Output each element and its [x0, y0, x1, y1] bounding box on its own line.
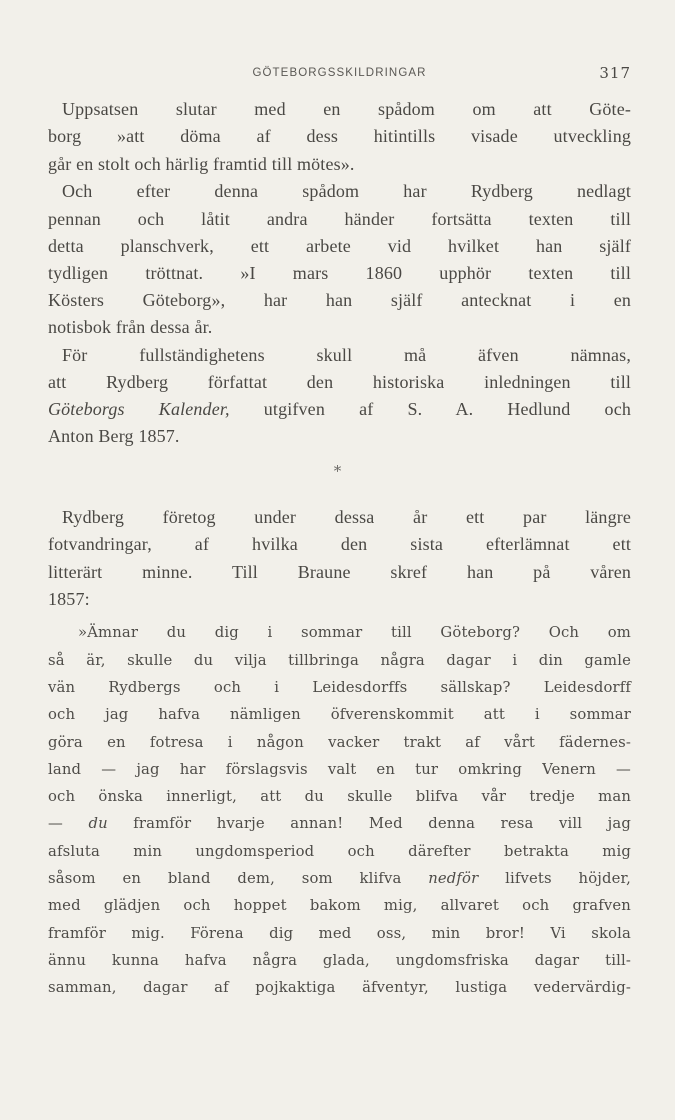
- text-span: framför hvarje annan! Med denna resa vill jag: [107, 815, 631, 832]
- text-line: Och efter denna spådom har Rydberg nedlagt: [62, 181, 631, 201]
- quote-line: framför mig. Förena dig med oss, min bror! Vi skola: [48, 925, 631, 942]
- text-line: går en stolt och härlig framtid till mötes».: [48, 154, 355, 174]
- text-line: [48, 400, 631, 418]
- running-head: [48, 64, 631, 87]
- quote-line: afsluta min ungdomsperiod och därefter betrakta mig: [48, 843, 631, 860]
- text-line: borg »att döma af dess hitintills visade utveckling: [48, 126, 631, 146]
- text-line: Kösters Göteborg», har han själf antecknat i en: [48, 290, 631, 310]
- italic-word: du: [88, 815, 108, 832]
- quote-line: så är, skulle du vilja tillbringa några dagar i din gamle: [48, 652, 631, 669]
- text-line: pennan och låtit andra händer fortsätta texten till: [48, 209, 631, 229]
- quote-line: och jag hafva nämligen öfverenskommit att i sommar: [48, 706, 631, 723]
- text-line: För fullständighetens skull må äfven nämnas,: [62, 345, 631, 365]
- quote-line: »Ämnar du dig i sommar till Göteborg? Och om: [78, 624, 631, 641]
- text-line: att Rydberg författat den historiska inledningen till: [48, 372, 631, 392]
- text-line: tydligen tröttnat. »I mars 1860 upphör texten till: [48, 263, 631, 283]
- running-title: GÖTEBORGSSKILDRINGAR: [252, 67, 427, 79]
- italic-word: nedför: [428, 870, 479, 887]
- text-line: Rydberg företog under dessa år ett par längre: [62, 507, 631, 527]
- quote-line: [48, 817, 631, 832]
- text-line: detta planschverk, ett arbete vid hvilket han själf: [48, 236, 631, 256]
- text-line: Uppsatsen slutar med en spådom om att Göte-: [62, 99, 631, 119]
- text-span: utgifven af S. A. Hedlund och: [229, 399, 631, 419]
- quote-line: land — jag har förslagsvis valt en tur omkring Venern —: [48, 761, 631, 778]
- quote-line: [48, 872, 631, 887]
- quote-line: och önska innerligt, att du skulle blifva vår tredje man: [48, 788, 631, 805]
- text-line: fotvandringar, af hvilka den sista efterlämnat ett: [48, 534, 631, 554]
- text-line: litterärt minne. Till Braune skref han på våren: [48, 562, 631, 582]
- quote-line: samman, dagar af pojkaktiga äfventyr, lustiga vedervärdig-: [48, 979, 631, 996]
- italic-title: Göteborgs Kalender,: [48, 399, 230, 419]
- text-span: såsom en bland dem, som klifva: [48, 870, 429, 887]
- text-span: lifvets höjder,: [478, 870, 631, 887]
- quote-line: ännu kunna hafva några glada, ungdomsfriska dagar till-: [48, 952, 631, 969]
- text-span: —: [48, 815, 89, 832]
- text-line: 1857:: [48, 589, 90, 609]
- section-separator: *: [333, 462, 342, 480]
- text-line: Anton Berg 1857.: [48, 426, 180, 446]
- quote-line: vän Rydbergs och i Leidesdorffs sällskap? Leidesdorff: [48, 679, 631, 696]
- text-line: notisbok från dessa år.: [48, 317, 213, 337]
- quote-line: göra en fotresa i någon vacker trakt af vårt fädernes-: [48, 734, 631, 751]
- page-number: 317: [599, 64, 631, 82]
- quote-line: med glädjen och hoppet bakom mig, allvaret och grafven: [48, 897, 631, 914]
